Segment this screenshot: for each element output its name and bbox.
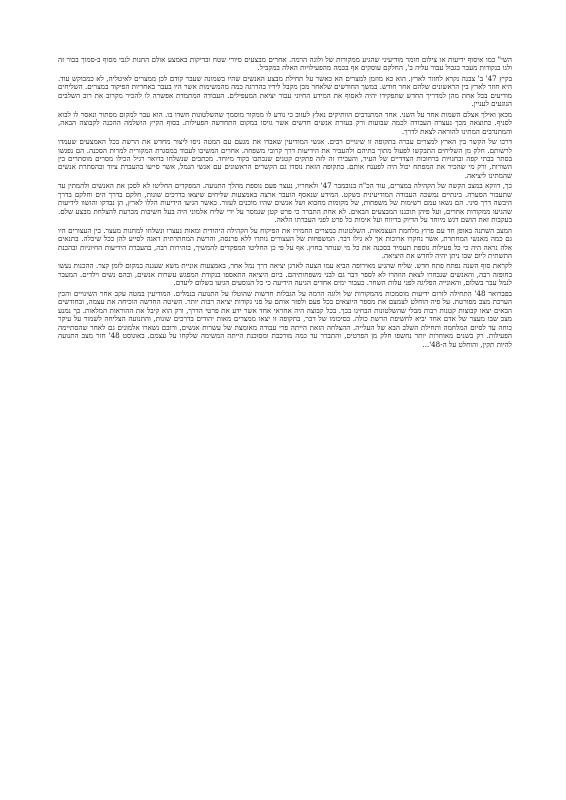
paragraph: בפברואר 48' התחילה לזרום ידיעות מוסמכות מהמקורות של ולוגה הרמה על הגבלות חדשות שהוטלו על התנועה בנמלים. המודיעין במטה עקב אחר השינויים והכין הערכת מצב מפורטת. על פיה הוחלט לצמצם את מספר היוצאים בכל פעם ולפזר אותם על פני נקודות יציאה רבות יותר. השיטה החדשה הוכיחה את עצמה, ובחודשים הבאים יצאו קבוצות קטנות רבות מבלי שהשלטונות הבחינו בכך. בכל קבוצה היה אחראי אחד אשר ידע את פרטי הדרך, ורק הוא קיבל את ההוראות המלאות. כך נמנע מצב שבו מעצר של אדם אחד יביא לחשיפת הרשת כולה. בסיכומו של דבר, בתקופה זו יצאו ממצרים מאות יהודים בדרכים שונות, והתנועה הצליחה לשמור על עיקר כוחה עד לסיום המלחמה ותחילת השלב הבא של העלייה. ההצלחה הזאת הייתה פרי עבודה מאומצת של עשרות אנשים, ורובם נשארו אלמונים גם לאחר שהסתיימה הפעילות. רק בשנים מאוחרות יותר נחשפו חלק מן הפרטים, והתברר עד כמה מורכבת ומסוכנת הייתה המשימה שלקחו על עצמם. באוגוסט 48' חזר מצב התנועה להיות תקין, והוחלט על ה-48'... bbox=[58, 288, 512, 349]
paragraph: כך, דווקא במצב הקשה של הקהילה במצרים, עוד הכ"ה בנובמבר 47' ולאחריו, נעצר פעם נוספת מהלך התנועה. המפקדים החליטו לא לסכן את האנשים ולהמתין עד שתעבור הסערה. בינתיים נמשכה העבודה המודיעינית בשקט. המידע שנאסף הועבר ארצה באמצעות שליחים שיצאו בדרכים שונות, חלקם בדרך הים וחלקם בדרך היבשה דרך סיני. הם נשאו עמם רשימות של משפחות, של מקומות מחבוא ושל אנשים שהיו מוכנים לעזור. כאשר הגיעו הידיעות הללו לארץ, הן נבדקו והושוו לידיעות שהגיעו ממקורות אחרים, ועל פיהן תוכננו המבצעים הבאים. לא אחת התברר כי פרט קטן שנמסר על ידי שליח אלמוני היה בעל חשיבות מכרעת להצלחת מבצע שלם. בעקבות זאת הושם דגש מיוחד על הדיוק בדיווח ועל אימות כל פרט לפני העברתו הלאה. bbox=[58, 181, 512, 225]
paragraph: דרכו של הקשר בין הארץ למצרים עברה בתקופה זו שינויים רבים. אנשי המודיעין שאבדו את מגעם עם המטה ניסו ליצור מחדש את הרשת בכל האמצעים שעמדו לרשותם. חלק מן השליחים התבקשו לפעול מתוך בתיהם ולהעביר את הידיעות דרך קרובי משפחה. אחרים המשיכו לעבוד במסגרת המקורית למרות הסכנה. הם נפגשו בסתר בבתי קפה ובחנויות ברחובות הצדדיים של העיר, והעבירו זה לזה פתקים קטנים שנכתבו בקוד מיוחד. מכתבים שנשלחו בדואר רגיל הכילו מסרים מוסתרים בין השורות, ורק מי שהכיר את המפתח יכול היה לפענח אותם. בתקופה הזאת נוסדו גם הקשרים הראשונים עם אנשי הנמל, אשר סייעו בהעברת ציוד ובהסתרת אנשים שהמתינו ליציאה. bbox=[58, 137, 512, 180]
paragraph: המצב השתנה באופן חד עם פרוץ מלחמת העצמאות. השלטונות במצרים החמירו את הפיקוח על הקהילה היהודית ומאות נעצרו ונשלחו למחנות מעצר. בין העצורים היו גם כמה מאנשי המחתרת, אשר נחקרו ארוכות אך לא גילו דבר. המשפחות של העצורים נותרו ללא פרנסה, והרשת המחתרתית דאגה לסייע להן ככל שיכלה. בתנאים אלה נראה היה כי כל פעילות נוספת תעמיד בסכנה את כל מי שנותר בחוץ. אף על פי כן החליטו המפקדים להמשיך, בזהירות רבה, בהעברת הידיעות החיוניות ובהכנת התשתית ליום שבו ניתן יהיה לחדש את היציאה. bbox=[58, 225, 512, 260]
paragraph: השי" כמו איסוף ידיעות או צילום חומר מודיעיני שהגיע ממקורות של ולוגה הרמה. אחרים מבצעים סיורי שטח ובדיקות באמצע אולם החנות לגבי מסוף ב-סמוך בבור זה ולגו בנקודות מעבר בגבול עבור עליה ב', החלקם עוסקים אף בכמה מהפעילויות האלה במקביל. bbox=[58, 56, 512, 73]
paragraph: לקראת סוף השנה נפתח פתח חדש. שליח שהגיע מאירופה הביא עמו הצעה לארגן יציאה דרך נמל אחר, באמצעות אוניית משא שעגנה במקום לזמן קצר. ההכנות נעשו בחופזה רבה, והאנשים שנבחרו לצאת הוזהרו לא לספר דבר גם לבני משפחותיהם. ביום היציאה התאספו בנקודת המפגש עשרות אנשים, ובהם נשים וילדים. המעבר לנמל עבר בשלום, והאונייה הפליגה לפני עלות השחר. כעבור ימים אחדים הגיעה הידיעה כי כל הנוסעים הגיעו בשלום ליעדם. bbox=[58, 261, 512, 288]
paragraph: מכאן ואילך אצלם השמות אחד על השני. אחד המתנדבים הוותיקים נאלץ לעזוב כי נודע לו ממקור מוסמך שהשלטונות חשדו בו. הוא עבר למקום מסתור ונאסר לו לבוא לסניף. כתוצאה מכך נעצרה העבודה לכמה שבועות ורק בעזרת אנשים חדשים אשר גויסו במקום התחדשה הפעילות. בסוף הקיץ הושלמה ההכנה לקבוצה הבאה, והמתנדבים המתינו להוראה לצאת לדרך. bbox=[58, 109, 512, 136]
body-text bbox=[58, 56, 512, 756]
paragraph: בקיץ 47' ב' צבנה נקרא לחזור לארץ. הוא כא מוזמן למצרים הא כאשר על תחילת מבצע האנשים שהיו בשמונה שעבר קודם לכן ממצרים לאיטליה, לא כמבוקש עוד. היא חוזר לארץ בין הראשונים שלהם אחר חודש. במשך החודשים שלאחר מכן מקבל לידיו בהדרגה כמה מהמשימות אשר היו בעבר באחריות הפיקוד במצרים. השליחים מודיעים בכל אחת מהן למדריך החדש שתפקידו יהיה לאסוף את המידע החיוני עבור יציאת המעפילים. העבודה המתמדת אפשרה לו להכיר מקרוב את רוב השלבים הנוגעים לעניין. bbox=[58, 73, 512, 109]
